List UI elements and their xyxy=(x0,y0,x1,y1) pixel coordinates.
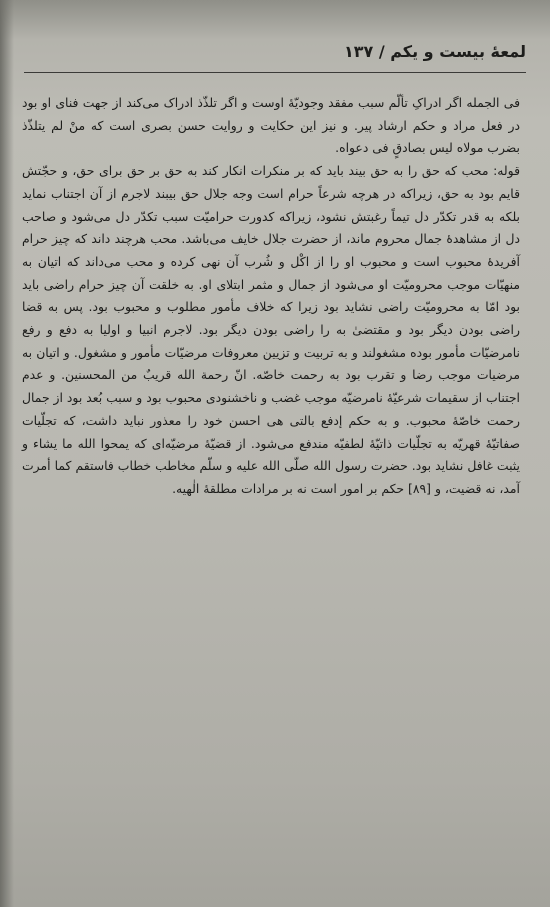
page-binding-shadow xyxy=(0,0,14,907)
paragraph-2: قوله: محب که حق را به حق بیند باید که بر منکرات انکار کند به حق بر حق برای حق، و حجّتش قایم بود به حق، زیراکه در هرچه شرعاً حرام است وجه جلال حق بیبند لاجرم از آن اجتناب نماید بلکه به قدر تکدّر دل تیماً رغبتش نشود، زیراکه کدورت حرامیّت سبب تکدّر دل می‌شود و صاحب دل از مشاهدهٔ جمال محروم ماند، از حضرت جلال خایف می‌باشد. محب هرچند داند که چیز حرام آفریدهٔ محبوب است و محبوب او را از اکْل و شُرب آن نهی کرده و محب می‌داند که اتیان به منهیّات موجب محرومیّت او می‌شود از جمال و مثمر ابتلای او. به خلقت آن چیز حرام راضی باید بود امّا به محرومیّت راضی نشاید بود زیرا که خلاف مأمور مطلوب و محبوب بود. پس به قضا راضی بودن دیگر بود و مقتضیٰ به را راضی بودن دیگر بود. لاجرم انبیا و اولیا به دفع و رفع نامرضیّات مأمور بوده مشغولند و به تربیت و تزیین معروفات مرضیّات مأمور و مشغول. و اتیان به مرضیات موجب رضا و تقرب بود به رحمت خاصّه. انّ رحمة الله قریبٌ من المحسنین. و عدم اجتناب از سقیمات شرعیّهٔ نامرضیّه موجب غضب و ناخشنودی محبوب بود و سبب بُعد بود از جمال رحمت خاصّهٔ محبوب. و به حکم إدفع بالتی هی احسن خود را معذور نباید داشت، که تجلّیات صفاتیّهٔ قهریّه به تجلّیات ذاتیّهٔ لطفیّه مندفع می‌شود. از قضیّهٔ مرضیّه‌ای که یمحوا الله ما یشاء و یثبت غافل نشاید بود. حضرت رسول الله صلّی الله علیه و سلّم مخاطب خطاب فاستقم کما أمرت آمد، نه قضیت، و [۸۹] حکم بر امور است نه بر مرادات مطلقهٔ الٰهیه. xyxy=(22,163,520,496)
page-header xyxy=(24,42,526,73)
body-text xyxy=(22,92,520,501)
running-header-title: لمعهٔ بیست و یکم / ۱۳۷ xyxy=(343,42,526,61)
paragraph-1: فی الجمله اگر ادراکِ تألّم سبب مفقد وجودیّهٔ اوست و اگر تلذّذ ادراک می‌کند از جهت فنای او بود در فعل مراد و حکم ارشاد پیر. و نیز این حکایت و روایت حسن بصری است که منْ لم یتلذّذ بضرب مولاه لیس بصادقٍ فی دعواه. xyxy=(22,95,520,156)
